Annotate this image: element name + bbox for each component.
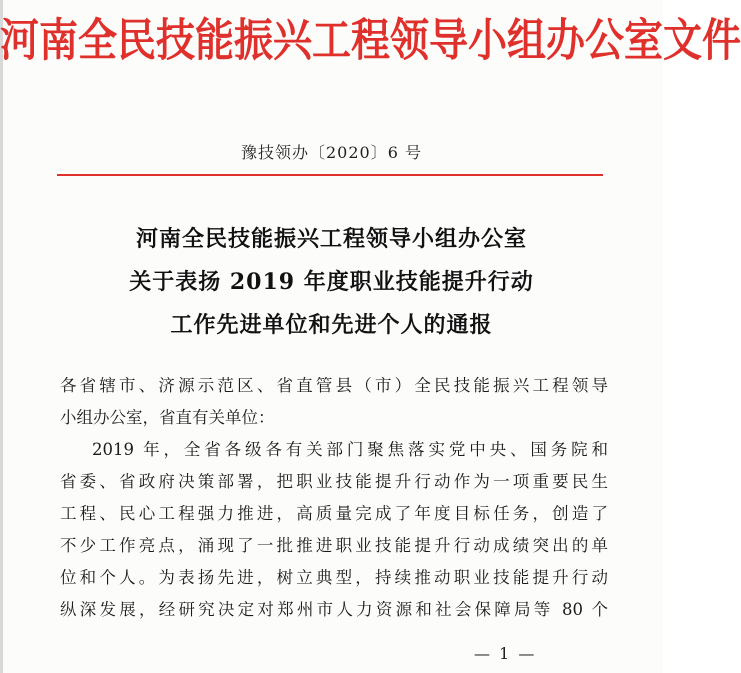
page-number: — 1 — (474, 644, 537, 663)
body-line-2: 省委、省政府决策部署，把职业技能提升行动作为一项重要民生 (60, 472, 608, 491)
addressee-line-2: 小组办公室，省直有关单位： (60, 408, 275, 427)
notice-title-line-1: 河南全民技能振兴工程领导小组办公室 (135, 226, 527, 252)
body-line-5: 位和个人。为表扬先进，树立典型，持续推动职业技能提升行动 (60, 568, 608, 587)
red-header-title: 河南全民技能振兴工程领导小组办公室文件 (0, 15, 741, 67)
red-divider-line (57, 174, 603, 176)
body-line-1: 2019 年，全省各级各有关部门聚焦落实党中央、国务院和 (92, 440, 608, 459)
document-number: 豫技领办〔2020〕6 号 (241, 143, 422, 162)
addressee-line-1: 各省辖市、济源示范区、省直管县（市）全民技能振兴工程领导 (60, 376, 608, 395)
body-line-6: 纵深发展，经研究决定对郑州市人力资源和社会保障局等 80 个 (60, 600, 608, 619)
notice-title-line-3: 工作先进单位和先进个人的通报 (170, 312, 493, 338)
notice-title-line-2: 关于表扬 2019 年度职业技能提升行动 (129, 269, 534, 295)
body-line-4: 不少工作亮点，涌现了一批推进职业技能提升行动成绩突出的单 (60, 536, 608, 555)
body-line-3: 工程、民心工程强力推进，高质量完成了年度目标任务，创造了 (60, 504, 608, 523)
